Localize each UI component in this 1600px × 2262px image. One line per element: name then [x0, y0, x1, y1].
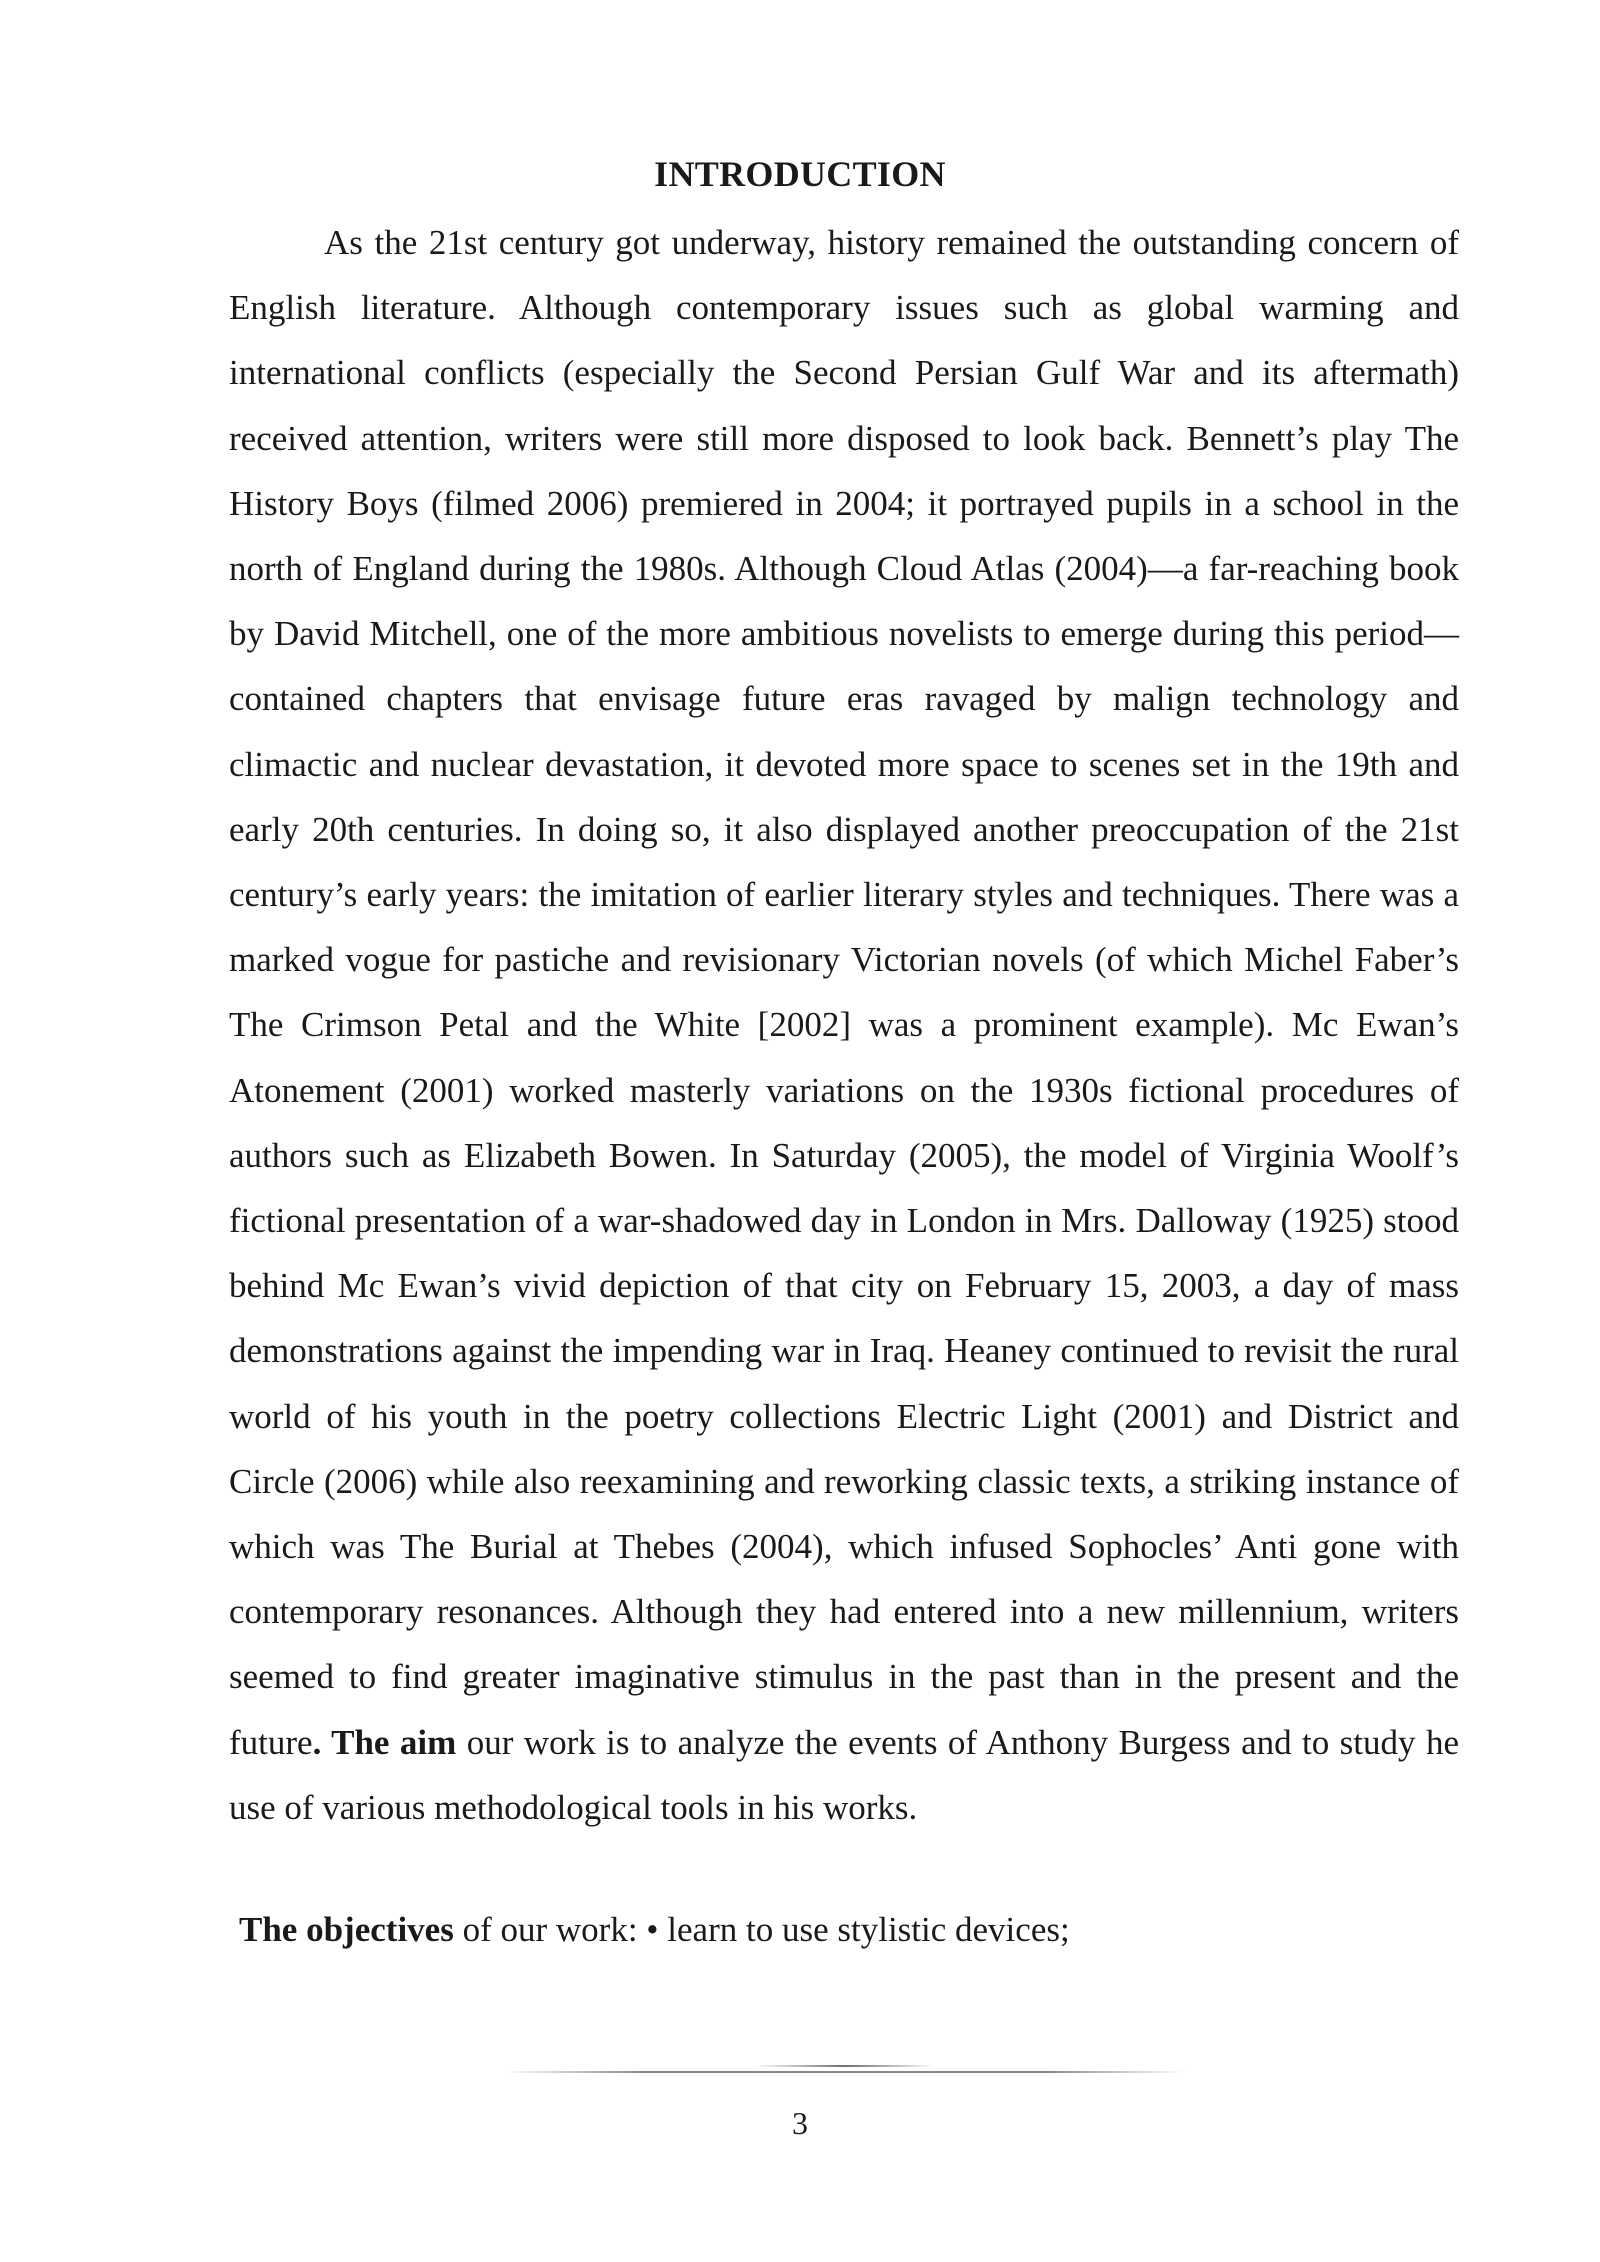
page-number: 3 [792, 2105, 808, 2141]
objectives-line [239, 1897, 1070, 1962]
aim-label: . The aim [312, 1722, 457, 1762]
objectives-label: The objectives [239, 1910, 454, 1949]
footer-divider-accent [755, 2065, 935, 2067]
objectives-text: of our work: • learn to use stylistic devices; [453, 1910, 1070, 1949]
introduction-paragraph [229, 210, 1459, 1840]
page-title: INTRODUCTION [654, 154, 946, 194]
aim-text: our work is to analyze the events of Anthony Burgess and to study he use of various methodological tools in his works. [229, 1722, 1459, 1827]
paragraph-text: As the 21st century got underway, history remained the outstanding concern of English literature. Although contemporary issues such as global warming and international conflicts (especially the Second Persian Gulf War and its aftermath) received attention, writers were still more disposed to look back. Bennett’s play The History Boys (filmed 2006) premiered in 2004; it portrayed pupils in a school in the north of England during the 1980s. Although Cloud Atlas (2004)—a far-reaching book by David Mitchell, one of the more ambitious novelists to emerge during this period—contained chapters that envisage future eras ravaged by malign technology and climactic and nuclear devastation, it devoted more space to scenes set in the 19th and early 20th centuries. In doing so, it also displayed another preoccupation of the 21st century’s early years: the imitation of earlier literary styles and techniques. There was a marked vogue for pastiche and revisionary Victorian novels (of which Michel Faber’s The Crimson Petal and the White [2002] was a prominent example). Mc Ewan’s Atonement (2001) worked masterly variations on the 1930s fictional procedures of authors such as Elizabeth Bowen. In Saturday (2005), the model of Virginia Woolf’s fictional presentation of a war-shadowed day in London in Mrs. Dalloway (1925) stood behind Mc Ewan’s vivid depiction of that city on February 15, 2003, a day of mass demonstrations against the impending war in Iraq. Heaney continued to revisit the rural world of his youth in the poetry collections Electric Light (2001) and District and Circle (2006) while also reexamining and reworking classic texts, a striking instance of which was The Burial at Thebes (2004), which infused Sophocles’ Anti gone with contemporary resonances. Although they had entered into a new millennium, writers seemed to find greater imaginative stimulus in the past than in the present and the future [229, 223, 1459, 1762]
footer-divider [505, 2071, 1185, 2073]
